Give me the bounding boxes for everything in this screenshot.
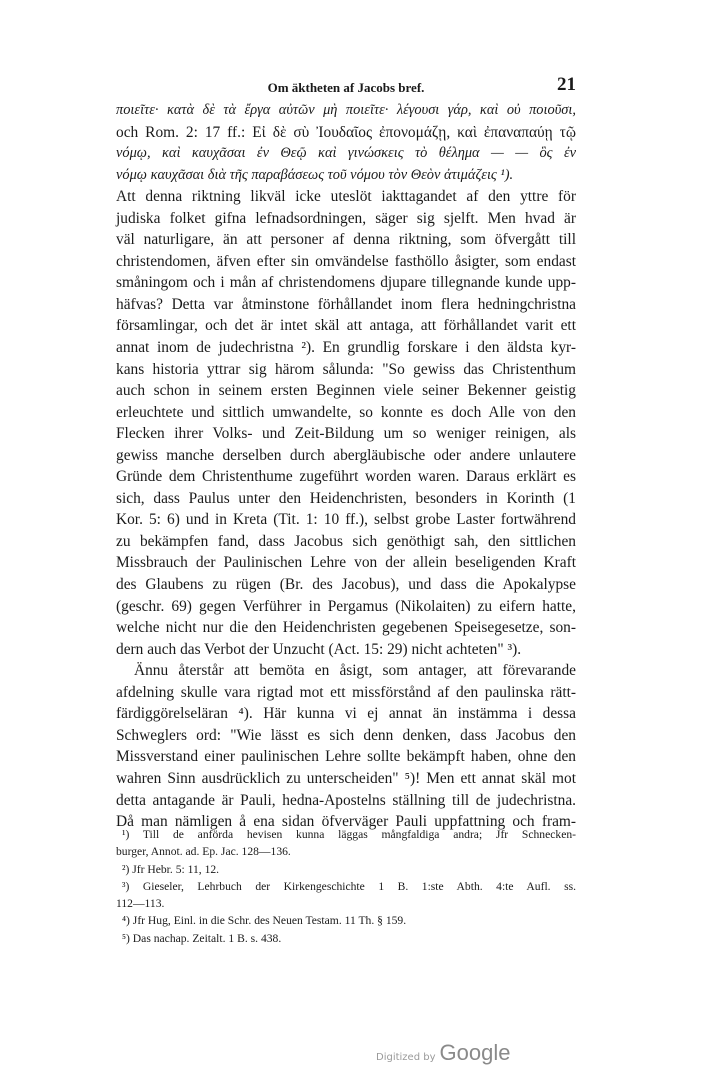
text-line: detta antagande är Pauli, hedna-Apostelns ställning till de judechristna. <box>116 791 576 809</box>
text-line: erleuchtete und sittlich umwandelte, so konnte es doch Alle von den <box>116 403 576 421</box>
text-line: afdelning skulle vara rigtad mot ett missförstånd af den paulinska rätt- <box>116 683 576 701</box>
text-line: Kor. 5: 6) und in Kreta (Tit. 1: 10 ff.), selbst grobe Laster fortwährend <box>116 511 576 529</box>
text-line: färdiggörelseläran ⁴). Här kunna vi ej annat än instämma i dessa <box>116 705 576 723</box>
text-line: Då man nämligen å ena sidan öfverväger Pauli uppfattning och fram- <box>116 813 576 831</box>
main-text <box>116 100 576 833</box>
header-title: Om äktheten af Jacobs bref. <box>267 80 425 95</box>
footnote-line: ¹) Till de anförda hevisen kunna läggas mångfaldiga andra; Jfr Schnecken- <box>122 828 576 841</box>
text-line: Schweglers ord: "Wie lässt es sich denn denken, dass Jacobus den <box>116 726 576 744</box>
footnote-line: 112—113. <box>116 897 165 911</box>
text-line: auch schon in seinem ersten Beginnen viele seiner Bekenner geistig <box>116 382 576 400</box>
text-line: annat inom de judechristna ²). En grundlig forskare i den äldsta kyr- <box>116 339 576 357</box>
text-line: dern auch das Verbot der Unzucht (Act. 15: 29) nicht achteten" ³). <box>116 640 522 658</box>
text-line: småningom och i mån af christendomens djupare tillegnande kunde upp- <box>116 274 576 292</box>
page-number: 21 <box>557 74 576 95</box>
text-line: (geschr. 69) gegen Verführer in Pergamus (Nikolaiten) zu eifern hatte, <box>116 597 576 615</box>
footnote-line: ⁴) Jfr Hug, Einl. in die Schr. des Neuen Testam. 11 Th. § 159. <box>122 914 407 928</box>
text-line: zu bekämpfen fand, dass Jacobus sich genöthigt sah, den sittlichen <box>116 532 576 550</box>
running-header <box>116 74 576 102</box>
footnote-line: ³) Gieseler, Lehrbuch der Kirkengeschichte 1 B. 1:ste Abth. 4:te Aufl. ss. <box>122 879 576 893</box>
text-line: wahren Sinn ausdrücklich zu unterscheiden" ⁵)! Men ett annat skäl mot <box>116 769 576 787</box>
footnote-line: ²) Jfr Hebr. 5: 11, 12. <box>122 862 220 876</box>
text-line: och Rom. 2: 17 ff.: Εἰ δὲ σὺ Ἰουδαῖος ἐπονομάζῃ, καὶ ἐπαναπαύῃ τῷ <box>116 123 576 141</box>
text-line: Missverstand einer paulinischen Lehre sollte bekämpft haben, ohne den <box>116 748 576 766</box>
text-line: Ännu återstår att bemöta en åsigt, som antager, att förevarande <box>134 662 576 680</box>
text-line: des Glaubens zu rügen (Br. des Jacobus), und dass die Apokalypse <box>116 576 576 594</box>
footnote-line: ⁵) Das nachap. Zeitalt. 1 B. s. 438. <box>122 931 282 945</box>
footnote-line: burger, Annot. ad. Ep. Jac. 128—136. <box>116 845 291 859</box>
text-line: νόμῳ, καὶ καυχᾶσαι ἐν Θεῷ καὶ γινώσκεις τὸ θέλημα — — ὃς ἐν <box>116 145 576 162</box>
text-line: församlingar, och det är intet skäl att antaga, att förhållandet varit ett <box>116 317 576 335</box>
text-line: Gründe dem Christenthume zugeführt worden waren. Daraus erklärt es <box>116 468 576 486</box>
text-line: häfvas? Detta var åtminstone förhållandet inom flera hedningchristna <box>116 295 576 313</box>
text-line: νόμῳ καυχᾶσαι διὰ τῆς παραβάσεως τοῦ νόμου τὸν Θεὸν ἀτιμάζεις ¹). <box>116 166 514 183</box>
text-line: Att denna riktning likväl icke uteslöt iakttagandet af den yttre för <box>116 188 576 206</box>
text-line: kans historia yttrar sig härom sålunda: "So gewiss das Christenthum <box>116 360 576 378</box>
text-line: christendomen, äfven efter sin omvändelse fasthöllo åsigter, som endast <box>116 252 576 270</box>
text-line: judiska folket gifna lefnadsordningen, säger sig sjelft. Men hvad är <box>116 209 576 227</box>
text-line: welche nicht nur die den Heidenchristen gegebenen Speisegesetze, son- <box>116 619 576 637</box>
text-line: Missbrauch der Paulinischen Lehre von der allein beseligenden Kraft <box>116 554 576 572</box>
text-line: ποιεῖτε· κατὰ δὲ τὰ ἔργα αὐτῶν μὴ ποιεῖτε· λέγουσι γάρ, καὶ οὐ ποιοῦσι, <box>116 102 576 118</box>
google-logo: Google <box>439 1040 511 1065</box>
footnotes <box>116 826 576 947</box>
watermark-label: Digitized by <box>376 1052 436 1063</box>
text-line: sich, dass Paulus unter den Heidenchristen, besonders in Korinth (1 <box>116 489 576 507</box>
digitization-watermark <box>376 1040 510 1066</box>
text-line: väl naturligare, än att personer af denna riktning, som öfvergått till <box>116 231 576 249</box>
text-line: Flecken ihrer Volks- und Zeit-Bildung um so weniger reinigen, als <box>116 425 576 443</box>
text-line: gewiss manche derselben durch abergläubische oder andere unlautere <box>116 446 576 464</box>
